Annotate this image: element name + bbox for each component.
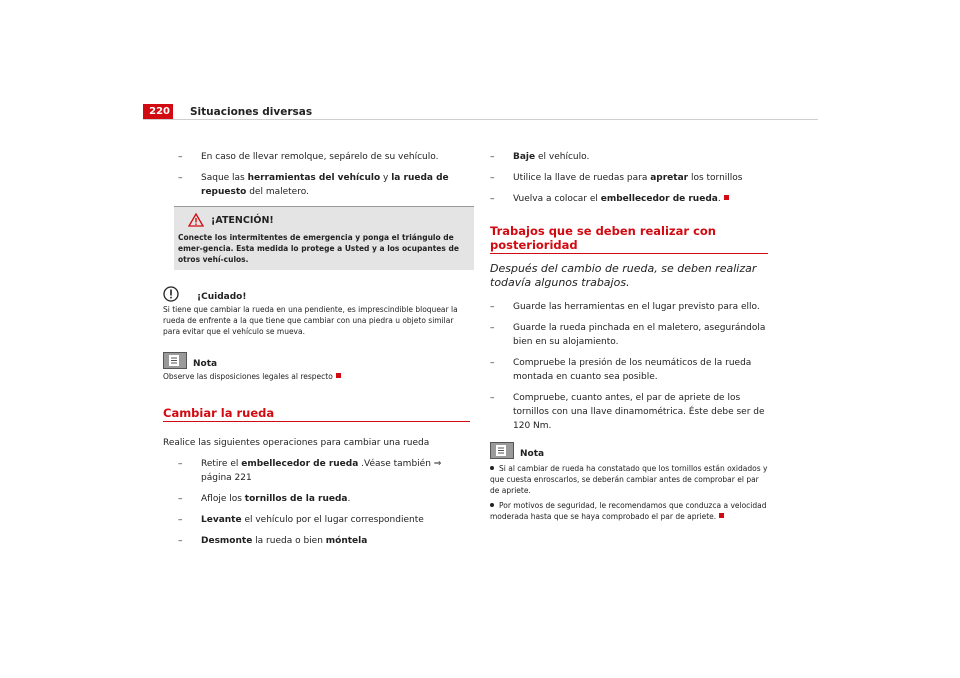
list-dash: – <box>490 323 495 333</box>
list-text: Compruebe, cuanto antes, el par de apriete de los tornillos con una llave dinamométrica. Éste debe ser de 120 Nm. <box>513 393 765 431</box>
list-dash: – <box>490 152 495 162</box>
list-dash: – <box>490 302 495 312</box>
warning-box <box>174 206 474 270</box>
list-text: .Véase también ⇒ página 221 <box>201 459 442 483</box>
note-block <box>163 351 470 382</box>
list-text: la rueda o bien <box>252 536 326 546</box>
list-text: . <box>717 194 721 204</box>
list-text: . <box>347 494 351 504</box>
section-title-trabajos: Trabajos que se deben realizar con posterioridad <box>490 224 768 254</box>
right-column <box>490 150 768 522</box>
note-bullet-text: Por motivos de seguridad, le recomendamos que conduzca a velocidad moderada hasta que se haya comprobado el par de apriete. <box>490 501 767 521</box>
section-list <box>178 457 470 548</box>
list-item <box>178 513 470 527</box>
list-dash: – <box>490 393 495 403</box>
list-dash: – <box>178 459 183 469</box>
list-text: el vehículo por el lugar correspondiente <box>241 515 424 525</box>
list-text: y <box>380 173 392 183</box>
section-title-cambiar-rueda: Cambiar la rueda <box>163 406 470 422</box>
exclamation-circle-icon <box>163 286 179 302</box>
list-dash: – <box>178 494 183 504</box>
section-intro: Realice las siguientes operaciones para cambiar una rueda <box>163 438 430 448</box>
warning-triangle-icon <box>188 213 204 227</box>
note-bullet <box>490 463 768 496</box>
list-item <box>490 300 768 314</box>
list-dash: – <box>178 536 183 546</box>
list-item <box>178 492 470 506</box>
bullet-dot <box>490 503 494 507</box>
list-dash: – <box>490 358 495 368</box>
list-dash: – <box>178 173 183 183</box>
note-icon <box>163 352 187 369</box>
bold-text: la rueda de repuesto <box>201 173 449 197</box>
note-title: Nota <box>193 359 218 369</box>
note-text <box>163 371 470 382</box>
list-text: Guarde la rueda pinchada en el maletero, asegurándola bien en su alojamiento. <box>513 323 766 347</box>
list-item <box>178 457 470 485</box>
left-column <box>163 150 470 555</box>
list-dash: – <box>178 515 183 525</box>
caution-block <box>163 284 470 337</box>
bold-text: embellecedor de rueda <box>600 194 718 204</box>
list-item <box>490 171 768 185</box>
running-title: Situaciones diversas <box>190 106 313 118</box>
warning-title: ¡ATENCIÓN! <box>211 214 274 226</box>
list-item <box>490 321 768 349</box>
end-mark <box>724 195 729 200</box>
list-text: En caso de llevar remolque, sepárelo de su vehículo. <box>201 152 439 162</box>
note-text-content: Observe las disposiciones legales al respecto <box>163 372 333 381</box>
list-item <box>490 391 768 433</box>
caution-text: Si tiene que cambiar la rueda en una pendiente, es imprescindible bloquear la rueda de enfrente a la que tiene que cambiar con una piedra u objeto similar para evitar que el vehículo se mueva. <box>163 305 458 336</box>
end-mark <box>719 513 724 518</box>
bold-text: apretar <box>650 173 689 183</box>
section-subtitle: Después del cambio de rueda, se deben realizar todavía algunos trabajos. <box>490 262 757 289</box>
bold-text: tornillos de la rueda <box>244 494 348 504</box>
list-dash: – <box>490 173 495 183</box>
caution-title: ¡Cuidado! <box>197 292 247 302</box>
list-text: Saque las <box>201 173 248 183</box>
bold-text: móntela <box>325 536 368 546</box>
list-text: Utilice la llave de ruedas para <box>513 173 651 183</box>
list-text: Vuelva a colocar el <box>513 194 601 204</box>
list-dash: – <box>178 152 183 162</box>
bold-text: Baje <box>513 152 536 162</box>
intro-list <box>178 150 470 199</box>
section-list-right <box>490 300 768 433</box>
list-text: los tornillos <box>688 173 743 183</box>
note-bullet <box>490 500 768 522</box>
list-dash: – <box>490 194 495 204</box>
list-text: Retire el <box>201 459 242 469</box>
list-item <box>490 192 768 206</box>
bold-text: herramientas del vehículo <box>247 173 381 183</box>
bold-text: Desmonte <box>201 536 253 546</box>
list-item <box>490 150 768 164</box>
list-text: del maletero. <box>246 187 309 197</box>
page-number: 220 <box>143 104 173 120</box>
header-rule <box>143 119 818 120</box>
bold-text: Levante <box>201 515 242 525</box>
list-item <box>178 534 470 548</box>
list-item <box>178 171 470 199</box>
list-text: Guarde las herramientas en el lugar previsto para ello. <box>513 302 760 312</box>
note-title-right: Nota <box>520 449 545 459</box>
note-block-right <box>490 441 768 522</box>
bullet-dot <box>490 466 494 470</box>
warning-text: Conecte los intermitentes de emergencia y ponga el triángulo de emer-gencia. Esta medida lo protege a Usted y a los ocupantes de otros vehí-culos. <box>178 233 459 264</box>
list-text: el vehículo. <box>535 152 590 162</box>
end-mark <box>336 373 341 378</box>
note-icon <box>490 442 514 459</box>
list-item <box>490 356 768 384</box>
list-text: Compruebe la presión de los neumáticos de la rueda montada en cuanto sea posible. <box>513 358 752 382</box>
bold-text: embellecedor de rueda <box>241 459 359 469</box>
right-list <box>490 150 768 206</box>
note-bullet-text: Si al cambiar de rueda ha constatado que los tornillos están oxidados y que cuesta enroscarlos, se deberán cambiar antes de comprobar el par de apriete. <box>490 464 768 495</box>
list-text: Afloje los <box>201 494 245 504</box>
list-item <box>178 150 470 164</box>
